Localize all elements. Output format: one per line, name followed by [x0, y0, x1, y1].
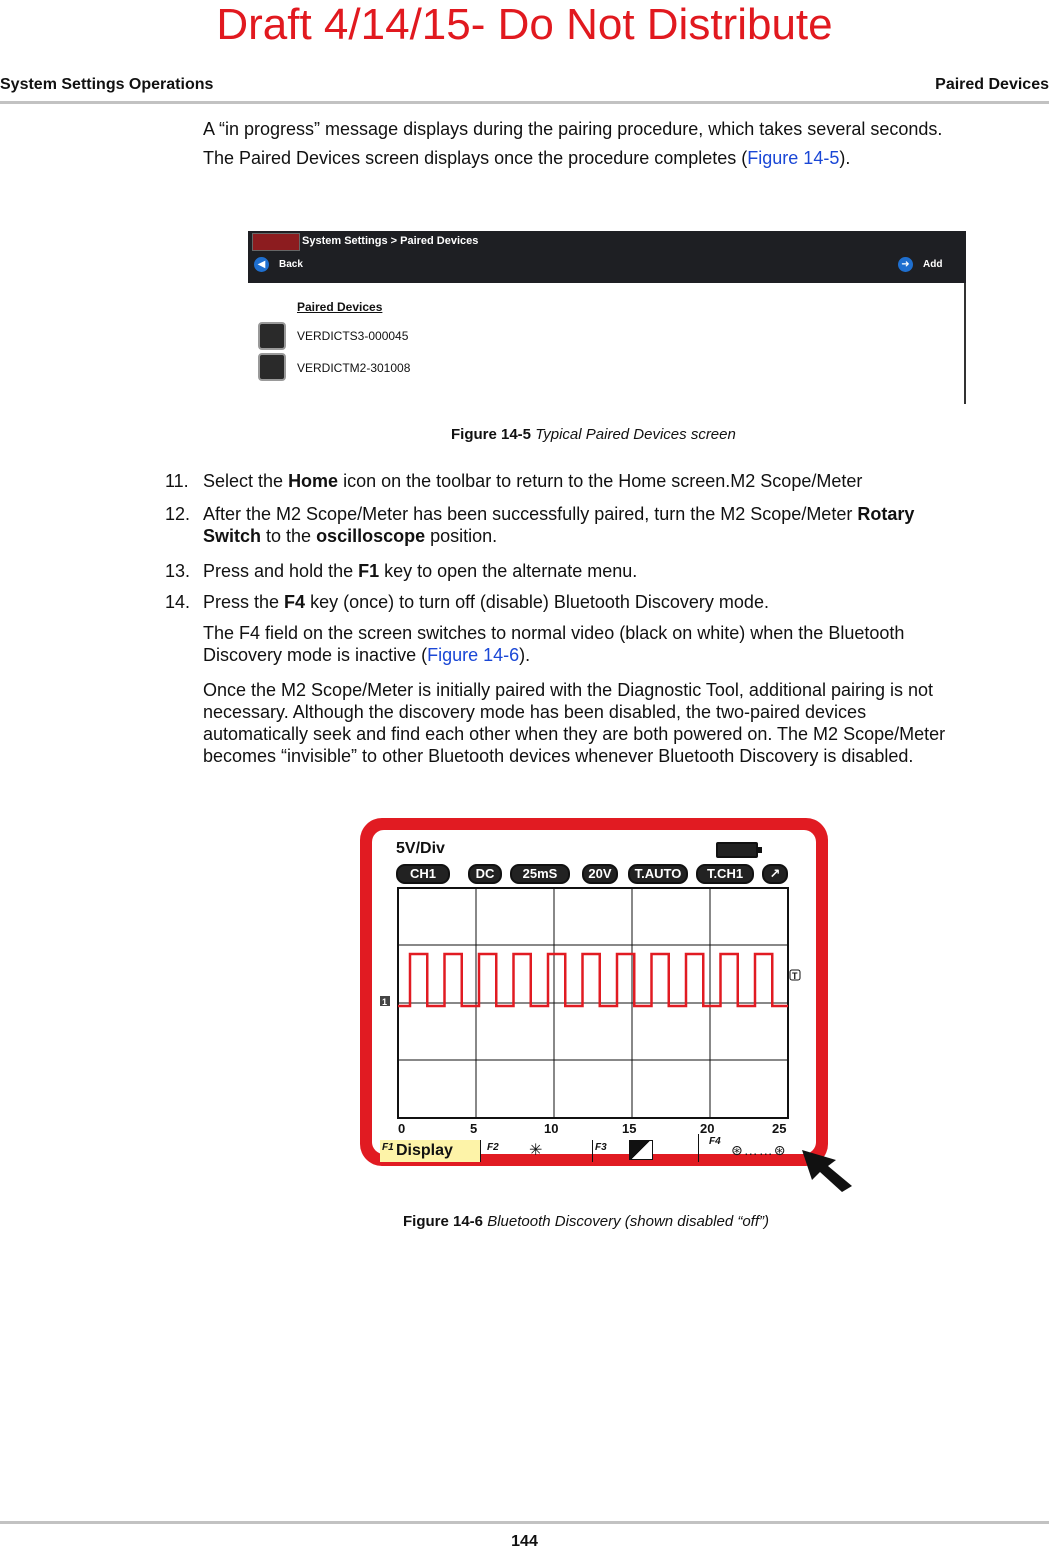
step-text: Press the	[203, 592, 285, 612]
step-12	[203, 503, 1043, 547]
scope-device-frame	[360, 818, 828, 1166]
caption-text: Bluetooth Discovery (shown disabled “off”)	[487, 1213, 769, 1230]
step-text: After the M2 Scope/Meter has been successfully paired, turn the M2 Scope/Meter	[203, 504, 858, 524]
pairing-paragraph	[203, 679, 1048, 767]
x-tick: 0	[398, 1121, 406, 1136]
figure-14-5-link[interactable]: Figure 14-5	[747, 148, 840, 168]
f1-display-label: Display	[396, 1142, 453, 1159]
f3-key[interactable]	[592, 1140, 698, 1162]
screenshot-toolbar	[248, 231, 966, 283]
pointer-arrow-icon	[800, 1146, 854, 1194]
step-text: to the	[261, 526, 317, 546]
figure-14-5-caption	[451, 426, 736, 443]
step-text: Select the	[203, 471, 289, 491]
step-keyword: Switch	[203, 526, 262, 546]
back-arrow-icon[interactable]: ◀	[254, 257, 269, 272]
step-number: 12.	[165, 504, 191, 524]
bluetooth-link-icon: ⊛……⊛	[731, 1142, 787, 1158]
f4-paragraph-line: Discovery mode is inactive (	[203, 645, 428, 665]
trigger-level-marker-label: T	[792, 971, 798, 981]
intro-paragraph-2	[203, 147, 850, 169]
step-number: 11.	[165, 471, 189, 491]
volts-per-div-label: 5V/Div	[396, 840, 445, 857]
step-keyword: Rotary	[857, 504, 915, 524]
caption-label: Figure 14-6	[403, 1213, 484, 1230]
step-11	[203, 470, 1043, 492]
back-button[interactable]: Back	[279, 259, 303, 270]
f1-label: F1	[382, 1142, 394, 1153]
pairing-paragraph-line: automatically seek and find each other when they are both powered on. The M2 Scope/Meter	[203, 724, 946, 744]
step-text: position.	[425, 526, 498, 546]
caption-text: Typical Paired Devices screen	[535, 426, 736, 443]
scope-device-icon	[258, 353, 286, 381]
add-button[interactable]: Add	[923, 259, 943, 270]
contrast-icon	[629, 1140, 653, 1160]
pairing-paragraph-line: necessary. Although the discovery mode has been disabled, the two-paired devices	[203, 702, 867, 722]
step-text: key (once) to turn off (disable) Bluetooth Discovery mode.	[305, 592, 769, 612]
voltage-range-pill[interactable]: 20V	[582, 864, 618, 884]
paired-devices-screenshot	[248, 231, 966, 404]
f4-paragraph-end: ).	[519, 645, 531, 665]
step-keyword: F1	[358, 561, 380, 581]
f2-label: F2	[487, 1142, 499, 1153]
step-keyword: F4	[284, 592, 306, 612]
page-number: 144	[511, 1533, 538, 1550]
f4-label: F4	[709, 1136, 721, 1147]
scope-screen	[372, 830, 816, 1159]
screenshot-divider	[964, 283, 966, 404]
step-13	[203, 560, 1043, 582]
system-settings-icon	[252, 233, 300, 251]
step-number: 14.	[165, 592, 191, 612]
x-tick: 25	[772, 1121, 787, 1136]
x-tick: 15	[622, 1121, 637, 1136]
device-item-1[interactable]: VERDICTS3-000045	[297, 329, 409, 343]
chapter-title: Paired Devices	[935, 76, 1049, 93]
intro-paragraph-2-end: ).	[839, 148, 851, 168]
x-tick: 10	[544, 1121, 559, 1136]
paired-devices-heading: Paired Devices	[297, 300, 383, 314]
f3-label: F3	[595, 1142, 607, 1153]
scanner-device-icon	[258, 322, 286, 350]
draft-watermark: Draft 4/14/15- Do Not Distribute	[216, 0, 833, 49]
step-text: Press and hold the	[203, 561, 359, 581]
figure-14-6-caption	[403, 1213, 769, 1230]
step-keyword: Home	[288, 471, 339, 491]
x-tick: 5	[470, 1121, 478, 1136]
footer-rule	[0, 1521, 1049, 1524]
device-item-2[interactable]: VERDICTM2-301008	[297, 361, 411, 375]
trigger-mode-pill[interactable]: T.AUTO	[628, 864, 688, 884]
add-arrow-icon[interactable]: ➜	[898, 257, 913, 272]
f4-paragraph	[203, 622, 904, 666]
step-text: icon on the toolbar to return to the Home screen.M2 Scope/Meter	[338, 471, 863, 491]
coupling-pill[interactable]: DC	[468, 864, 502, 884]
pairing-paragraph-line: becomes “invisible” to other Bluetooth devices whenever Bluetooth Discovery is disabled.	[203, 746, 914, 766]
step-14	[203, 591, 1043, 613]
f2-key[interactable]	[480, 1140, 592, 1162]
pairing-paragraph-line: Once the M2 Scope/Meter is initially paired with the Diagnostic Tool, additional pairing is not	[203, 680, 934, 700]
section-title: System Settings Operations	[0, 76, 214, 93]
breadcrumb: System Settings > Paired Devices	[302, 235, 479, 247]
f4-bluetooth-discovery-key[interactable]	[698, 1134, 808, 1162]
caption-label: Figure 14-5	[451, 426, 532, 443]
step-keyword: oscilloscope	[316, 526, 426, 546]
trigger-channel-pill[interactable]: T.CH1	[696, 864, 754, 884]
step-number: 13.	[165, 561, 191, 581]
intro-paragraph-1: A “in progress” message displays during the pairing procedure, which takes several seconds.	[203, 119, 943, 139]
timebase-pill[interactable]: 25mS	[510, 864, 570, 884]
header-rule	[0, 101, 1049, 104]
brightness-icon: ✳	[529, 1142, 543, 1159]
step-text: key to open the alternate menu.	[379, 561, 638, 581]
intro-paragraph-2-text: The Paired Devices screen displays once the procedure completes (	[203, 148, 748, 168]
waveform-graph	[372, 830, 816, 1154]
f4-paragraph-line: The F4 field on the screen switches to normal video (black on white) when the Bluetooth	[203, 623, 905, 643]
channel-1-marker-label: 1	[382, 997, 388, 1007]
channel-pill[interactable]: CH1	[396, 864, 450, 884]
trigger-slope-icon[interactable]: ↗	[762, 864, 788, 884]
figure-14-6-link[interactable]: Figure 14-6	[427, 645, 520, 665]
f1-display-key[interactable]	[380, 1140, 480, 1162]
x-tick: 20	[700, 1121, 715, 1136]
